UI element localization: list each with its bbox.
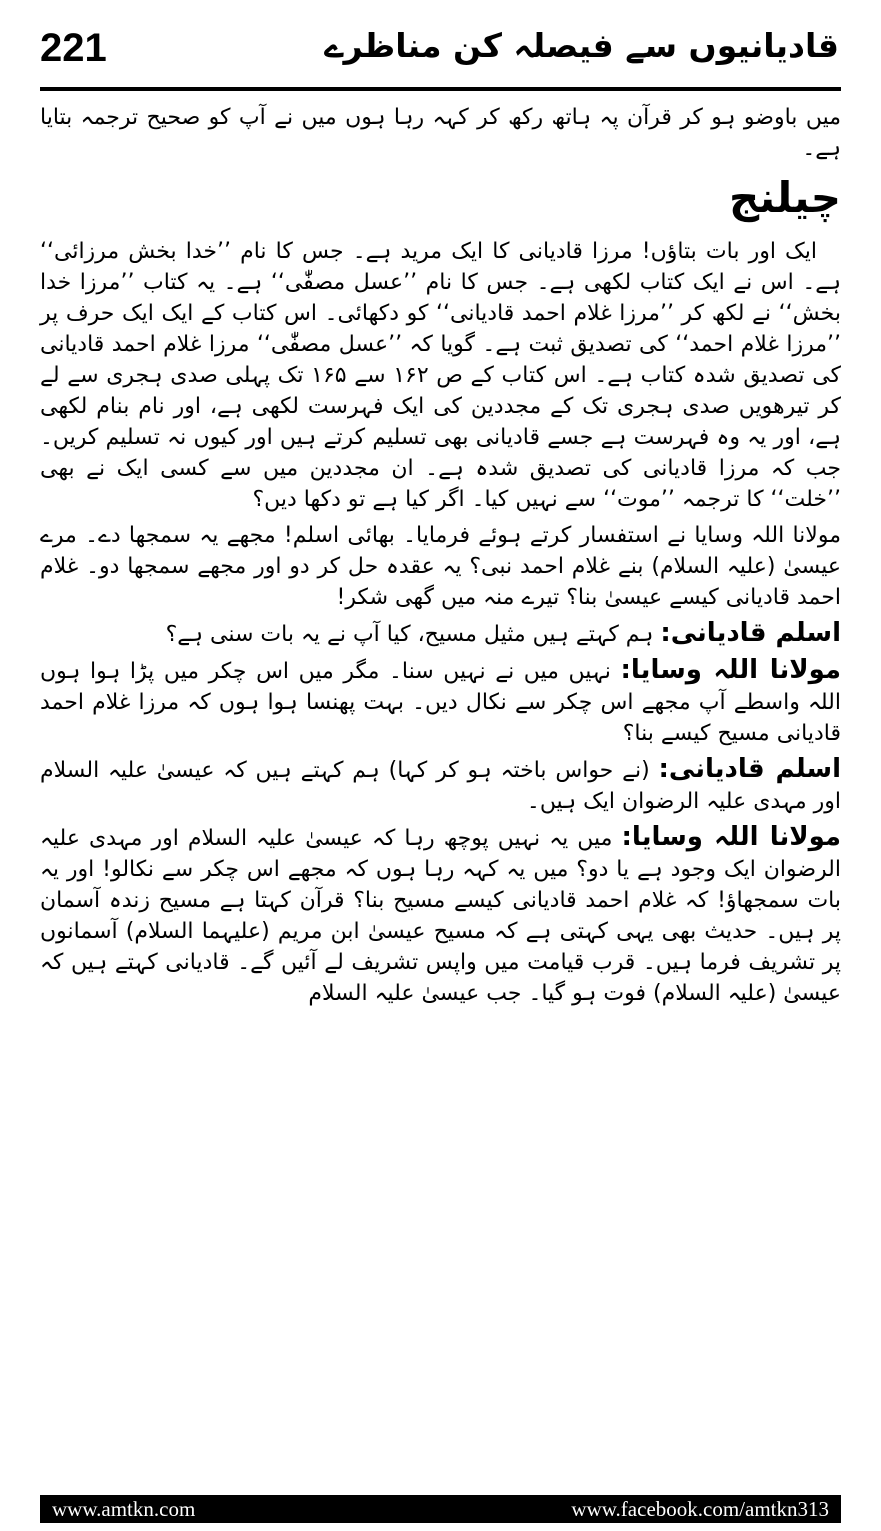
dialogue-line [40, 655, 841, 749]
book-title: قادیانیوں سے فیصلہ کن مناظرے [324, 26, 839, 65]
website-link[interactable]: www.amtkn.com [52, 1497, 196, 1521]
dialogue-line [40, 822, 841, 1009]
dialogue-line [40, 618, 841, 650]
dialogue-line [40, 754, 841, 817]
facebook-link[interactable]: www.facebook.com/amtkn313 [571, 1497, 829, 1521]
dialogue-text: میں یہ نہیں پوچھ رہا کہ عیسیٰ علیہ السلام اور مہدی علیہ الرضوان ایک وجود ہے یا دو؟ میں یہ کہہ رہا ہوں کہ مجھے اس چکر سے نکالو! اور یہ بات سمجھاؤ! کہ غلام احمد قادیانی کیسے مسیح بنا؟ قرآن کہتا ہے مسیح زندہ آسمان پر ہیں۔ حدیث بھی یہی کہتی ہے کہ مسیح عیسیٰ ابن مریم (علیہما السلام) آسمانوں پر تشریف فرما ہیں۔ قرب قیامت میں واپس تشریف لے آئیں گے۔ قادیانی کہتے ہیں کہ عیسیٰ (علیہ السلام) فوت ہو گیا۔ جب عیسیٰ علیہ السلام [40, 826, 841, 1006]
page-number: 221 [40, 26, 107, 70]
paragraph-2: مولانا اللہ وسایا نے استفسار کرتے ہوئے فرمایا۔ بھائی اسلم! مجھے یہ سمجھا دے۔ مرے عیسیٰ (علیہ السلام) بنے غلام احمد نبی؟ یہ عقدہ حل کر دو اور مجھے سمجھا دو۔ غلام احمد قادیانی کیسے عیسیٰ بنا؟ تیرے منہ میں گھی شکر! [40, 523, 841, 610]
paragraph-1: ایک اور بات بتاؤں! مرزا قادیانی کا ایک مرید ہے۔ جس کا نام ’’خدا بخش مرزائی‘‘ ہے۔ اس نے ایک کتاب لکھی ہے۔ جس کا نام ’’عسل مصفّٰی‘‘ ہے۔ یہ کتاب ’’مرزا خدا بخش‘‘ نے لکھ کر ’’مرزا غلام احمد قادیانی‘‘ کو دکھائی۔ اس کتاب کے ایک ایک حرف پر ’’مرزا غلام احمد‘‘ کی تصدیق ثبت ہے۔ گویا کہ ’’عسل مصفّٰی‘‘ مرزا غلام احمد قادیانی کی تصدیق شدہ کتاب ہے۔ اس کتاب کے ص ۱۶۲ سے ۱۶۵ تک پہلی صدی ہجری سے لے کر تیرھویں صدی ہجری تک کے مجددین کی ایک فہرست لکھی ہے، اور نام بنام لکھی ہے، اور یہ وہ فہرست ہے جسے قادیانی بھی تسلیم کرتے ہیں اور کیوں نہ تسلیم کریں۔ جب کہ مرزا قادیانی کی تصدیق شدہ ہے۔ ان مجددین میں سے کسی ایک نے بھی ’’خلت‘‘ کا ترجمہ ’’موت‘‘ سے نہیں کیا۔ اگر کیا ہے تو دکھا دیں؟ [40, 239, 841, 512]
speaker-label: اسلم قادیانی: [658, 754, 842, 784]
footer-bar [40, 1495, 841, 1523]
header-divider [40, 87, 841, 91]
dialogue-text: (نے حواس باختہ ہو کر کہا) ہم کہتے ہیں کہ عیسیٰ علیہ السلام اور مہدی علیہ الرضوان ایک ہیں۔ [40, 758, 841, 814]
speaker-label: اسلم قادیانی: [660, 618, 841, 648]
speaker-label: مولانا اللہ وسایا: [621, 822, 841, 852]
dialogue-text: ہم کہتے ہیں مثیل مسیح، کیا آپ نے یہ بات سنی ہے؟ [165, 622, 654, 647]
dialogue-text: نہیں میں نے نہیں سنا۔ مگر میں اس چکر میں پڑا ہوا ہوں اللہ واسطے آپ مجھے اس چکر سے نکال دیں۔ بہت پھنسا ہوا ہوں کہ مرزا غلام احمد قادیانی مسیح کیسے بنا؟ [40, 659, 841, 746]
page-body [40, 102, 841, 1009]
section-heading: چیلنج [729, 173, 841, 222]
speaker-label: مولانا اللہ وسایا: [620, 655, 841, 685]
opening-line: میں باوضو ہو کر قرآن پہ ہاتھ رکھ کر کہہ رہا ہوں میں نے آپ کو صحیح ترجمہ بتایا ہے۔ [40, 105, 841, 161]
